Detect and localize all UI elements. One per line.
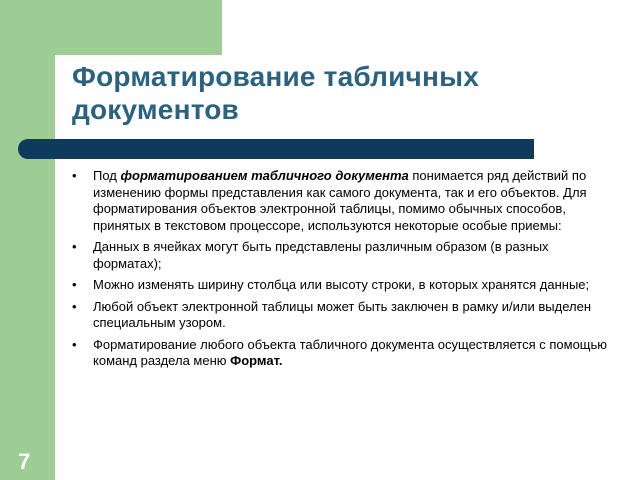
decorative-green-band-left	[0, 0, 55, 480]
title-divider-bar	[18, 139, 534, 159]
slide-number: 7	[18, 449, 31, 474]
bullet-5-lead: Форматирование любого объекта табличного документа осуществляется с помощью команд раздела меню	[93, 336, 608, 368]
slide-title: Форматирование табличных документов	[72, 61, 480, 125]
bullet-item-2	[72, 239, 617, 272]
bullet-1-lead: Под	[93, 168, 121, 183]
bullet-icon: •	[72, 298, 77, 314]
bullet-icon: •	[72, 168, 77, 183]
decorative-green-band-top	[0, 0, 222, 55]
bullet-1-rest: понимается ряд действий по изменению формы представления как самого документа, так и его объектов. Для форматирования объектов электронной таблицы, помимо обычных способов, принятых в текстовом процессоре, используются некоторые особые приемы:	[93, 168, 587, 233]
bullet-icon: •	[72, 336, 77, 352]
bullet-3-text: Можно изменять ширину столбца или высоту строки, в которых хранятся данные;	[93, 277, 590, 292]
bullet-4-text: Любой объект электронной таблицы может быть заключен в рамку и/или выделен специальным узором.	[93, 298, 592, 330]
bullet-2-text: Данных в ячейках могут быть представлены различным образом (в разных форматах);	[93, 239, 549, 271]
bullet-icon: •	[72, 277, 77, 292]
bullet-icon: •	[72, 239, 77, 254]
bullet-5-menu-name: Формат.	[230, 353, 283, 368]
bullet-list	[72, 168, 617, 375]
bullet-1-term: форматированием табличного документа	[120, 168, 409, 183]
bullet-item-5	[72, 337, 617, 370]
bullet-item-4	[72, 299, 617, 332]
bullet-item-1	[72, 168, 617, 234]
bullet-item-3	[72, 277, 617, 294]
